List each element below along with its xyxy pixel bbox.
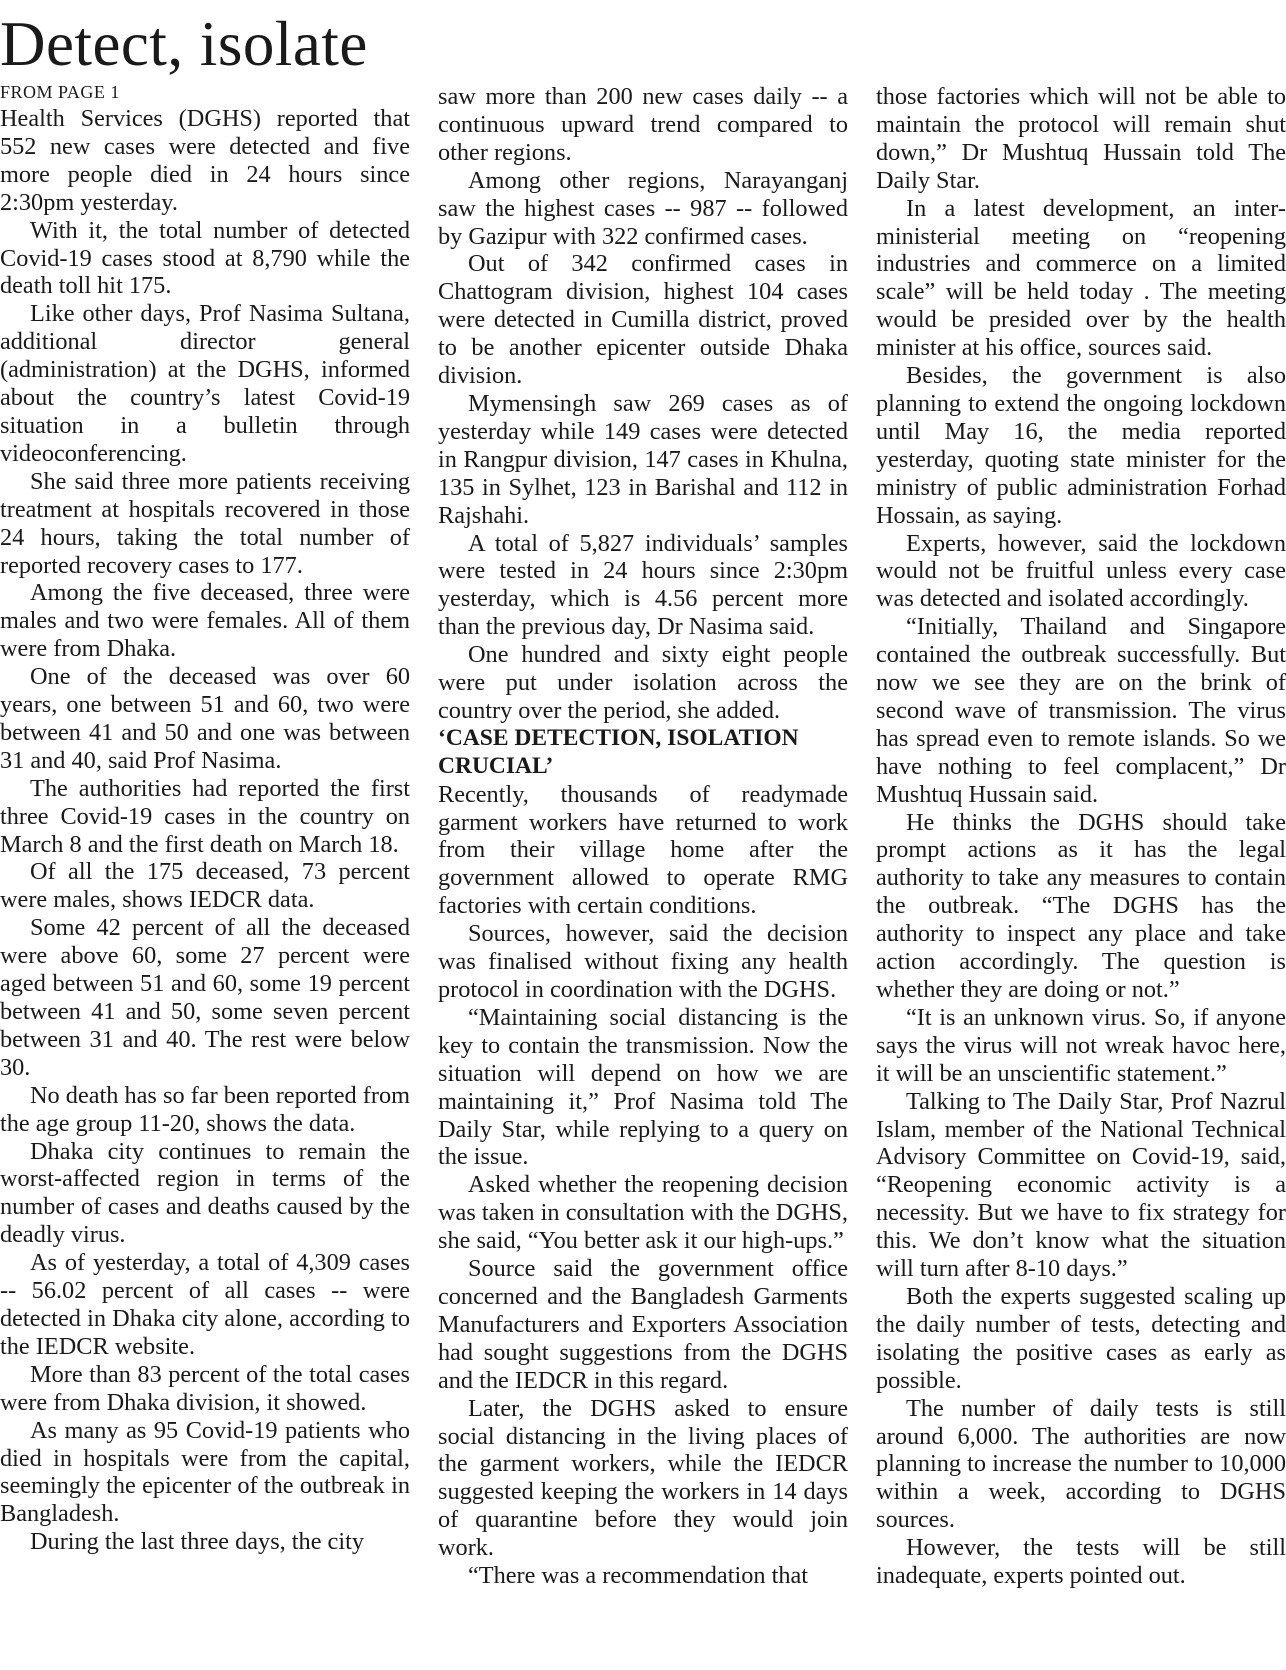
paragraph: Like other days, Prof Nasima Sultana, additional director general (administration) at the DGHS, informed about the country’s latest Covid-19 situation in a bulletin through videoconferencing. (0, 300, 410, 467)
continuation-kicker: FROM PAGE 1 (0, 82, 120, 102)
paragraph: The number of daily tests is still around 6,000. The authorities are now planning to increase the number to 10,000 within a week, according to DGHS sources. (876, 1394, 1286, 1534)
paragraph: A total of 5,827 individuals’ samples were tested in 24 hours since 2:30pm yesterday, which is 4.56 percent more than the previous day, Dr Nasima said. (438, 529, 848, 641)
paragraph: Source said the government office concerned and the Bangladesh Garments Manufacturers and Exporters Association had sought suggestions from the DGHS and the IEDCR in this regard. (438, 1255, 848, 1394)
article-column-1 (0, 82, 410, 1556)
paragraph: Among the five deceased, three were males and two were females. All of them were from Dhaka. (0, 579, 410, 663)
paragraph: Of all the 175 deceased, 73 percent were males, shows IEDCR data. (0, 858, 410, 914)
paragraph: “Initially, Thailand and Singapore contained the outbreak successfully. But now we see they are on the brink of second wave of transmission. The virus has spread even to remote islands. So we have nothing to feel complacent,” Dr Mushtuq Hussain said. (876, 613, 1286, 808)
paragraph: saw more than 200 new cases daily -- a continuous upward trend compared to other regions. (438, 83, 848, 166)
section-subhead: ‘CASE DETECTION, ISOLATION CRUCIAL’ (438, 724, 799, 779)
paragraph: He thinks the DGHS should take prompt actions as it has the legal authority to take any measures to contain the outbreak. “The DGHS has the authority to inspect any place and take action accordingly. The question is whether they are doing or not.” (876, 808, 1286, 1003)
paragraph: those factories which will not be able to maintain the protocol will remain shut down,” Dr Mushtuq Hussain told The Daily Star. (876, 83, 1286, 194)
paragraph: No death has so far been reported from the age group 11-20, shows the data. (0, 1081, 410, 1137)
paragraph: She said three more patients receiving treatment at hospitals recovered in those 24 hours, taking the total number of reported recovery cases to 177. (0, 467, 410, 579)
paragraph: Mymensingh saw 269 cases as of yesterday while 149 cases were detected in Rangpur division, 147 cases in Khulna, 135 in Sylhet, 123 in Barishal and 112 in Rajshahi. (438, 389, 848, 529)
paragraph: Asked whether the reopening decision was taken in consultation with the DGHS, she said, “You better ask it our high-ups.” (438, 1171, 848, 1255)
paragraph: Talking to The Daily Star, Prof Nazrul Islam, member of the National Technical Advisory Committee on Covid-19, said, “Reopening economic activity is a necessity. But we have to fix strategy for this. We don’t know what the situation will turn after 8-10 days.” (876, 1087, 1286, 1283)
paragraph: Out of 342 confirmed cases in Chattogram division, highest 104 cases were detected in Cumilla district, proved to be another epicenter outside Dhaka division. (438, 250, 848, 390)
article-column-3 (876, 83, 1286, 1590)
paragraph: The authorities had reported the first three Covid-19 cases in the country on March 8 and the first death on March 18. (0, 774, 410, 858)
paragraph: Later, the DGHS asked to ensure social distancing in the living places of the garment workers, while the IEDCR suggested keeping the workers in 14 days of quarantine before they would join work. (438, 1394, 848, 1562)
paragraph: As of yesterday, a total of 4,309 cases -- 56.02 percent of all cases -- were detected in Dhaka city alone, according to the IEDCR website. (0, 1249, 410, 1360)
paragraph: As many as 95 Covid-19 patients who died in hospitals were from the capital, seemingly the epicenter of the outbreak in Bangladesh. (0, 1416, 410, 1528)
paragraph: Experts, however, said the lockdown would not be fruitful unless every case was detected and isolated accordingly. (876, 529, 1286, 613)
paragraph: Among other regions, Narayanganj saw the highest cases -- 987 -- followed by Gazipur with 322 confirmed cases. (438, 166, 848, 250)
paragraph: Health Services (DGHS) reported that 552 new cases were detected and five more people died in 24 hours since 2:30pm yesterday. (0, 105, 410, 216)
paragraph: Sources, however, said the decision was finalised without fixing any health protocol in coordination with the DGHS. (438, 920, 848, 1003)
paragraph: One hundred and sixty eight people were put under isolation across the country over the period, she added. (438, 641, 848, 724)
paragraph: Dhaka city continues to remain the worst-affected region in terms of the number of cases and deaths caused by the deadly virus. (0, 1137, 410, 1249)
paragraph: “Maintaining social distancing is the key to contain the transmission. Now the situation will depend on how we are maintaining it,” Prof Nasima told The Daily Star, while replying to a query on the issue. (438, 1003, 848, 1171)
paragraph: Besides, the government is also planning to extend the ongoing lockdown until May 16, the media reported yesterday, quoting state minister for the ministry of public administration Forhad Hossain, as saying. (876, 362, 1286, 529)
paragraph: More than 83 percent of the total cases were from Dhaka division, it showed. (0, 1360, 410, 1416)
paragraph: “There was a recommendation that (468, 1562, 809, 1590)
paragraph: Recently, thousands of readymade garment workers have returned to work from their village home after the government allowed to operate RMG factories with certain conditions. (438, 780, 848, 920)
paragraph: Both the experts suggested scaling up the daily number of tests, detecting and isolating the positive cases as early as possible. (876, 1282, 1286, 1394)
paragraph: In a latest development, an inter-ministerial meeting on “reopening industries and commerce on a limited scale” will be held today . The meeting would be presided over by the health minister at his office, sources said. (876, 194, 1286, 362)
paragraph: “It is an unknown virus. So, if anyone says the virus will not wreak havoc here, it will be an unscientific statement.” (876, 1003, 1286, 1087)
paragraph: However, the tests will be still inadequate, experts pointed out. (876, 1534, 1286, 1590)
paragraph: With it, the total number of detected Covid-19 cases stood at 8,790 while the death toll hit 175. (0, 216, 410, 300)
paragraph: During the last three days, the city (30, 1528, 364, 1556)
headline: Detect, isolate (0, 9, 368, 79)
paragraph: Some 42 percent of all the deceased were above 60, some 27 percent were aged between 51 and 60, some 19 percent between 41 and 50, some seven percent between 31 and 40. The rest were below 30. (0, 914, 410, 1081)
paragraph: One of the deceased was over 60 years, one between 51 and 60, two were between 41 and 50 and one was between 31 and 40, said Prof Nasima. (0, 663, 410, 774)
article-column-2 (438, 83, 848, 1590)
